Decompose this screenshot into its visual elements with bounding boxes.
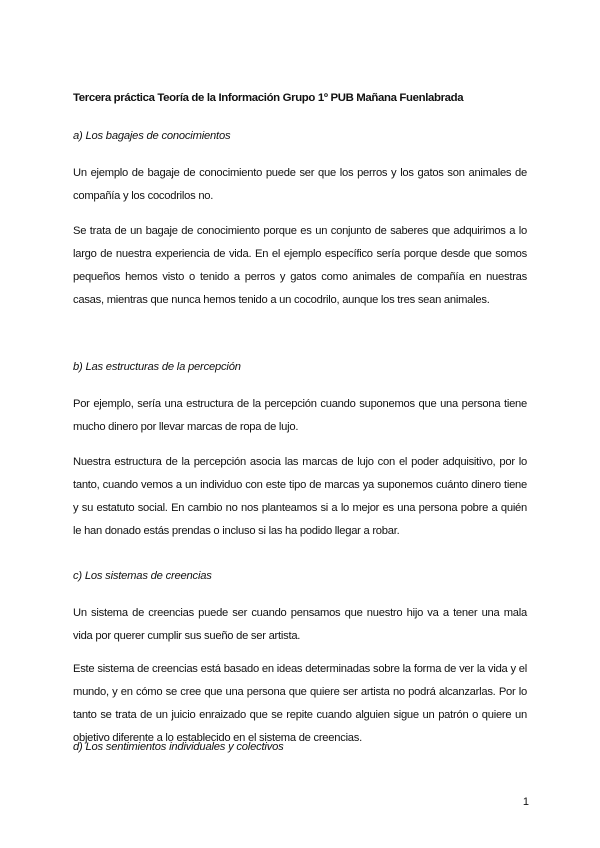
paragraph-b-1: Por ejemplo, sería una estructura de la percepción cuando suponemos que una persona tiene mucho dinero por llevar marcas de ropa de lujo. <box>73 398 527 433</box>
section-heading-d: d) Los sentimientos individuales y colectivos <box>73 741 284 753</box>
paragraph-a-2: Se trata de un bagaje de conocimiento porque es un conjunto de saberes que adquirimos a lo largo de nuestra experiencia de vida. En el ejemplo específico sería porque desde que somos pequeños hemos visto o tenido a perros y gatos como animales de compañía en nuestras casas, mientras que nunca hemos tenido a un cocodrilo, aunque los tres sean animales. <box>73 225 527 306</box>
page-number: 1 <box>522 796 529 808</box>
paragraph-c-1: Un sistema de creencias puede ser cuando pensamos que nuestro hijo va a tener una mala vida por querer cumplir sus sueño de ser artista. <box>73 607 527 642</box>
section-heading-c: c) Los sistemas de creencias <box>73 570 212 582</box>
document-title: Tercera práctica Teoría de la Información Grupo 1º PUB Mañana Fuenlabrada <box>73 92 464 104</box>
paragraph-c-2: Este sistema de creencias está basado en ideas determinadas sobre la forma de ver la vida y el mundo, y en cómo se cree que una persona que quiere ser artista no podrá alcanzarlas. Por lo tanto se trata de un juicio enraizado que se repite cuando alguien sigue un patrón o quiere un objetivo diferente a lo establecido en el sistema de creencias. <box>73 663 527 744</box>
paragraph-a-1: Un ejemplo de bagaje de conocimiento puede ser que los perros y los gatos son animales de compañía y los cocodrilos no. <box>73 167 527 202</box>
section-heading-b: b) Las estructuras de la percepción <box>73 361 241 373</box>
paragraph-b-2: Nuestra estructura de la percepción asocia las marcas de lujo con el poder adquisitivo, por lo tanto, cuando vemos a un individuo con este tipo de marcas ya suponemos cuánto dinero tiene y su estatuto social. En cambio no nos planteamos si a lo mejor es una persona pobre a quién le han donado estás prendas o incluso si las ha podido llegar a robar. <box>73 456 527 537</box>
section-heading-a: a) Los bagajes de conocimientos <box>73 130 231 142</box>
